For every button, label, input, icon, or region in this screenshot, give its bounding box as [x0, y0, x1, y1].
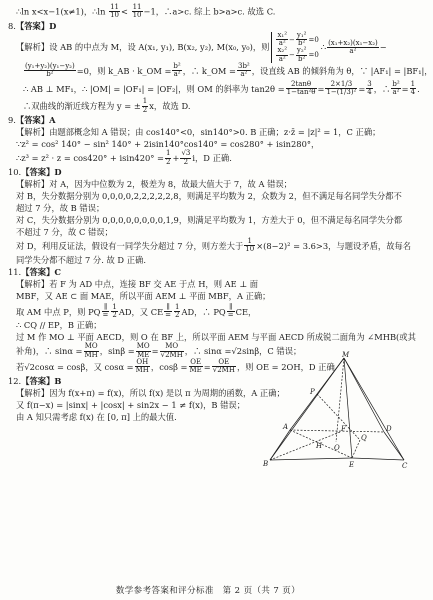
q8-solution-line-3: ∴ AB ⊥ MF₁，∴ |OM| = |OF₁| = |OF₂|，则 OM 的斜率为 tan2θ = $\frac{2\tan\theta}{\text{1−tan²θ}}$ = $\frac{2\times 1/3}{\text{1−(1/3)²}}$ = $\frac{3}{4}$ ，∴ $\frac{\text{b²}}{\text{a²}}$ = $\frac{1}{4}$ . — [23, 79, 420, 97]
q12-solution-line-2: 又 f(π−x) = |sinx| + |cosx| + sin2x − 1 ≠ f(x)，B 错误； — [16, 399, 246, 410]
q10-answer: 10.【答案】D — [8, 166, 62, 177]
q11-solution-line-5: 过 M 作 MO ⊥ 平面 AECD，则 O 在 BF 上，所以平面 AEM 与平面 AECD 所成锐二面角为 ∠MHB(或其 — [16, 332, 416, 343]
label-o: O — [334, 444, 340, 452]
q8-solution-line-2: $\frac{\text{(y₁+y₂)(y₁−y₂)}}{\text{b²}}$ =0，则 k_AB · k_OM = $\frac{\text{b²}}{\text{a²}}$ ，∴ k_OM = $\frac{\text{3b²}}{\text{a²}}$ ，设直线 AB 的倾斜角为 θ，∵ |AF₁| = |BF₁|， — [25, 62, 433, 79]
q11-solution-line-4: ∴ CQ // EP，B 正确； — [16, 320, 102, 331]
q12-solution-line-1: 【解析】因为 f(x+π) = f(x)，所以 f(x) 是以 π 为周期的函数，A 正确； — [16, 387, 285, 398]
label-e: E — [349, 461, 355, 469]
q7-continuation: ∴ln x<x−1(x≠1)，∴ln $\frac{11}{10}$ < $\frac{11}{10}$ −1，∴a>c. 综上 b>a>c. 故选 C. — [16, 3, 276, 20]
q9-solution-line-3: ∴z³ = z² · z = cos420° + isin420° = $\frac{1}{2}$ + $\frac{√3}{2}$ i，D 正确. — [16, 149, 232, 166]
q9-solution-line-2: ∵z² = cos² 140° − sin² 140° + 2isin140°cos140° = cos280° + isin280°， — [16, 139, 320, 150]
q11-solution-line-7: 若 √2 cosα = cosβ，又 cosα = $\frac{OH}{MH}$ ，cosβ = $\frac{OE}{ME}$ = $\frac{OE}{√2MH}$ ，则 OE = 2OH，D 正确 — [16, 358, 335, 375]
q10-solution-line-5: 不超过 7 分，故 C 错误； — [16, 226, 113, 237]
label-c: C — [402, 462, 408, 470]
q10-solution-line-1: 【解析】对 A，因为中位数为 2，极差为 8，故最大值大于 7，故 A 错误； — [16, 178, 292, 189]
equation-system: $\frac{\text{x₁²}}{\text{a²}}$ − $\frac{\text{y₁²}}{\text{b²}}$ =0 $\frac{\text{x₂²}}{\text{a²}}$ − $\frac{\text{y₂²}}{\text{b²}}$ =0 — [271, 32, 318, 63]
page-footer: 数学参考答案和评分标准 第 2 页（共 7 页） — [115, 586, 301, 596]
label-b: B — [263, 460, 269, 468]
label-d: D — [386, 425, 392, 433]
q8-answer: 8.【答案】D — [8, 20, 57, 31]
q11-solution-line-1: 【解析】若 F 为 AD 中点，连接 BF 交 AE 于点 H，则 AE ⊥ 面 — [16, 278, 259, 289]
label-a: A — [283, 423, 289, 431]
q10-solution-line-3: 超过 7 分，故 B 错误； — [16, 202, 105, 213]
q9-answer: 9.【答案】A — [8, 115, 56, 126]
q11-solution-line-3: 取 AM 中点 P，则 PQ $\frac{\parallel}{=}$ $\frac{1}{2}$ AD，又 CE $\frac{\parallel}{=}$ $\frac{1}{2}$ AD，∴ PQ $\frac{\parallel}{=}$ CE， — [16, 302, 257, 320]
q9-solution-line-1: 【解析】由题部概念知 A 错误；由 cos140°<0，sin140°>0. B 正确；z·z̄ = |z|² = 1，C 正确； — [16, 127, 381, 138]
label-f: F — [341, 425, 346, 433]
q12-solution-line-3: 由 A 知只需考虑 f(x) 在 [0, π] 上的最大值. — [16, 411, 177, 422]
q11-answer: 11.【答案】C — [8, 266, 61, 277]
label-m: M — [342, 351, 350, 359]
q10-solution-line-4: 对 C，失分数据分别为 0,0,0,0,0,0,0,0,1,9，则满足平均数为 1，方差大于 0，但不满足每名同学失分都 — [16, 214, 403, 225]
q12-answer: 12.【答案】B — [8, 375, 62, 386]
q10-solution-line-7: 同学失分都不超过 7 分. 故 D 正确. — [16, 254, 146, 265]
label-p: P — [310, 388, 315, 396]
q10-solution-line-6: 对 D，利用反证法，假设有一同学失分超过 7 分，则方差大于 $\frac{1}{10}$ ×(8−2)² = 3.6>3，与题设矛盾，故每名 — [16, 236, 412, 254]
q8-solution-line-4: ∴双曲线的渐近线方程为 y = ± $\frac{1}{2}$ x，故选 D. — [23, 97, 191, 114]
q10-solution-line-2: 对 B，失分数据分别为 0,0,0,0,2,2,2,2,2,8，则满足平均数为 2，众数为 2，但不满足每名同学失分都不 — [16, 190, 402, 201]
q8-solution-line-1: 【解析】设 AB 的中点为 M，设 A(x₁, y₁), B(x₂, y₂), M(x₀, y₀)，则 $\frac{\text{x₁²}}{\text{a²}}$ − $\frac{\text{y₁²}}{\text{b²}}$ =0 $\frac{\text{x₂²}}{\text{a²}}$ − $\frac{\text{y₂²}}{\text{b²}}$ =0 ∴ $\frac{\text{(x₁+x₂)(x₁−x₂)}}{\text{a²}}$ − — [16, 30, 387, 63]
q11-solution-line-2: MBF，又 AE ⊂ 面 MAE，所以平面 AEM ⊥ 平面 MBF，A 正确； — [16, 290, 271, 301]
label-h: H — [316, 442, 323, 450]
pyramid-figure — [256, 352, 408, 470]
q11-solution-line-6: 补角)，∴ sinα = $\frac{MO}{MH}$ ，sinβ = $\frac{MO}{ME}$ = $\frac{MO}{√2MH}$ ，∴ sinα = √2 sinβ，C 错误； — [16, 342, 302, 359]
label-q: Q — [361, 434, 367, 442]
